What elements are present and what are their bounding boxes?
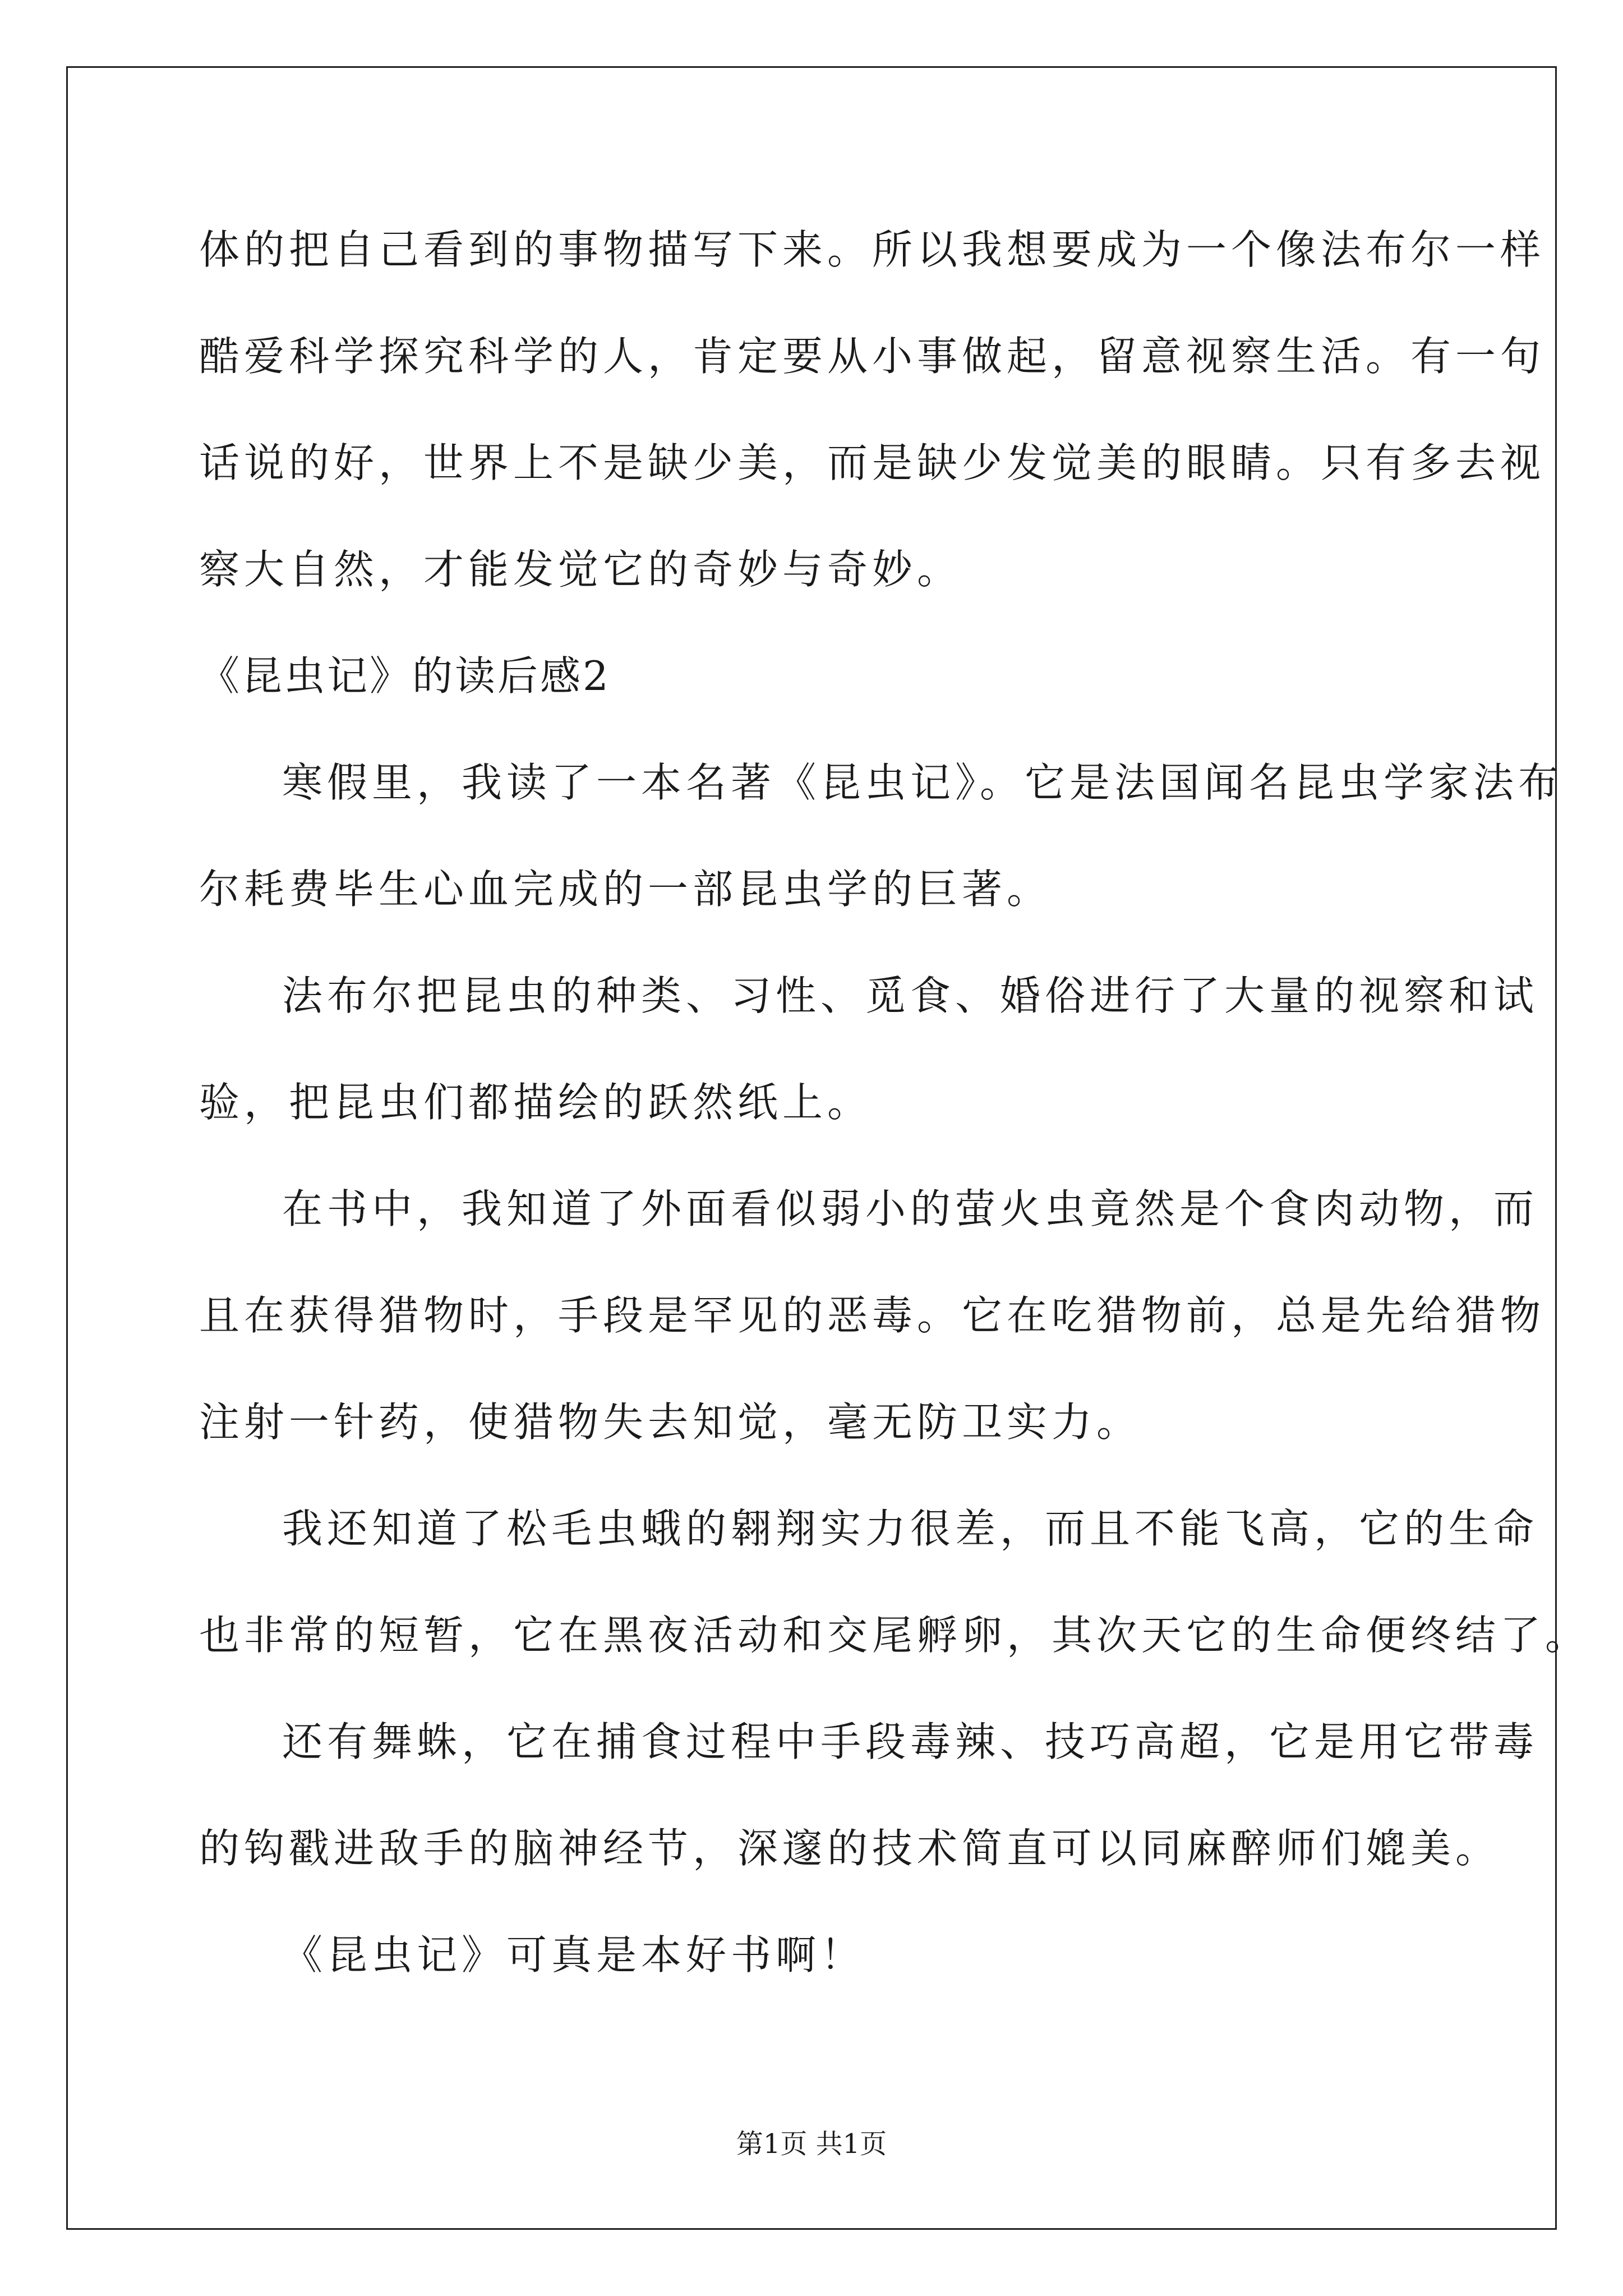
document-body xyxy=(199,208,1590,2019)
text-line: 酷爱科学探究科学的人，肯定要从小事做起，留意视察生活。有一句 xyxy=(199,333,1546,380)
text-line: 话说的好，世界上不是缺少美，而是缺少发觉美的眼睛。只有多去视 xyxy=(199,439,1546,486)
text-line: 法布尔把昆虫的种类、习性、觅食、婚俗进行了大量的视察和试 xyxy=(282,972,1539,1019)
text-line: 《昆虫记》可真是本好书啊！ xyxy=(282,1931,866,1978)
text-line: 察大自然，才能发觉它的奇妙与奇妙。 xyxy=(199,546,962,593)
text-line: 在书中，我知道了外面看似弱小的萤火虫竟然是个食肉动物，而 xyxy=(282,1185,1539,1232)
text-line: 也非常的短暂，它在黑夜活动和交尾孵卵，其次天它的生命便终结了。 xyxy=(199,1612,1590,1659)
text-line: 且在获得猎物时，手段是罕见的恶毒。它在吃猎物前，总是先给猎物 xyxy=(199,1292,1546,1339)
text-line: 寒假里，我读了一本名著《昆虫记》。它是法国闻名昆虫学家法布 xyxy=(282,759,1564,806)
text-line: 的钩戳进敌手的脑神经节，深邃的技术简直可以同麻醉师们媲美。 xyxy=(199,1825,1501,1872)
text-line: 注射一针药，使猎物失去知觉，毫无防卫实力。 xyxy=(199,1398,1142,1446)
text-line: 验，把昆虫们都描绘的跃然纸上。 xyxy=(199,1079,873,1126)
text-line: 我还知道了松毛虫蛾的翱翔实力很差，而且不能飞高，它的生命 xyxy=(282,1505,1539,1552)
text-line: 体的把自己看到的事物描写下来。所以我想要成为一个像法布尔一样 xyxy=(199,226,1546,273)
text-line: 还有舞蛛，它在捕食过程中手段毒辣、技巧高超，它是用它带毒 xyxy=(282,1718,1539,1765)
page-footer: 第1页 共1页 xyxy=(736,2128,887,2160)
section-heading: 《昆虫记》的读后感2 xyxy=(199,652,611,700)
text-line: 尔耗费毕生心血完成的一部昆虫学的巨著。 xyxy=(199,866,1052,913)
